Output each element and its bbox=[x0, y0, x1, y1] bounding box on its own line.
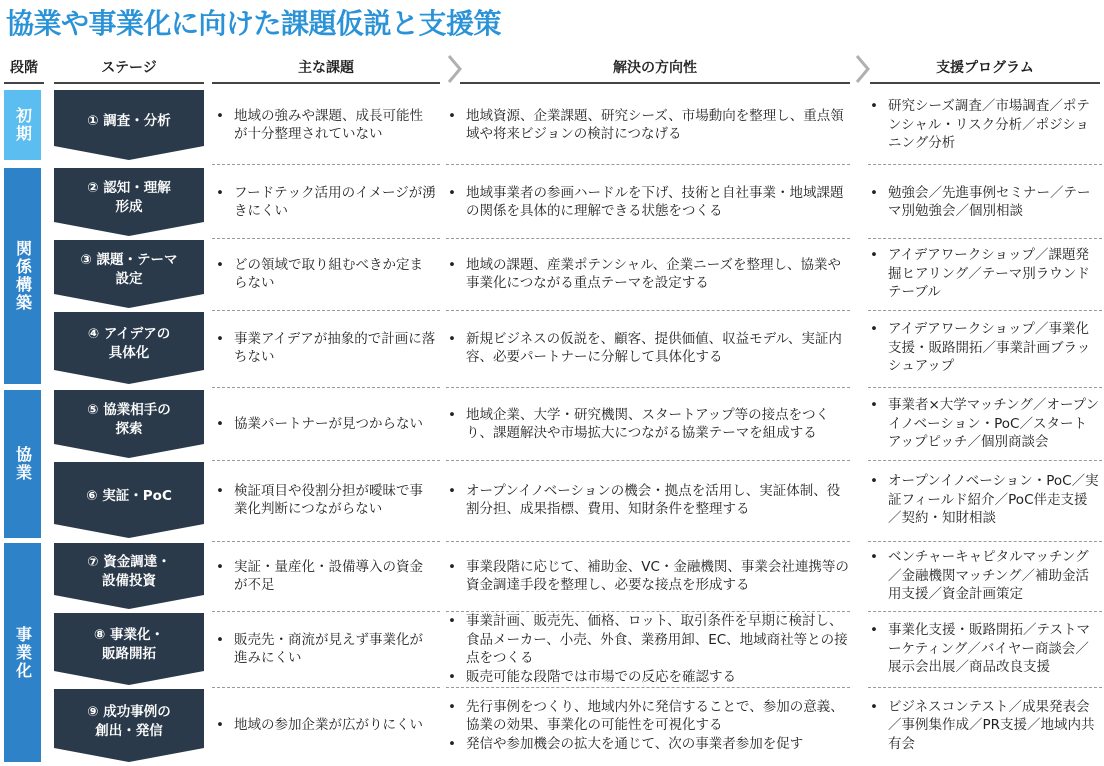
direction-cell-list bbox=[446, 612, 850, 686]
stage-label: ② 認知・理解 形成 bbox=[87, 180, 171, 215]
row-divider bbox=[212, 611, 440, 612]
program-cell bbox=[868, 689, 1100, 762]
header-program: 支援プログラム bbox=[936, 60, 1034, 76]
phase-label: 協業 bbox=[13, 446, 33, 482]
bullet-item: • 発信や参加機会の拡大を通じて、次の事業者参加を促す bbox=[446, 735, 850, 754]
bullet-item: • 地域企業、大学・研究機関、スタートアップ等の接点をつくり、課題解決や市場拡大につながる協業テーマを組成する bbox=[446, 406, 850, 443]
direction-cell-list bbox=[446, 698, 850, 754]
program-cell bbox=[868, 312, 1100, 384]
header-issue: 主な課題 bbox=[298, 60, 354, 76]
program-cell bbox=[868, 390, 1100, 458]
row-divider bbox=[868, 164, 1102, 165]
program-cell bbox=[868, 240, 1100, 308]
program-cell bbox=[868, 462, 1100, 538]
row-divider bbox=[446, 541, 850, 542]
bullet-item: • 勉強会／先進事例セミナー／テーマ別勉強会／個別相談 bbox=[868, 184, 1100, 221]
issue-cell bbox=[214, 543, 436, 609]
row-divider bbox=[868, 310, 1102, 311]
bullet-item: • ビジネスコンテスト／成果発表会／事例集作成／PR支援／地域内共有会 bbox=[868, 698, 1100, 754]
issue-cell-list bbox=[214, 716, 436, 735]
bullet-item: • フードテック活用のイメージが湧きにくい bbox=[214, 184, 436, 221]
row-divider bbox=[212, 460, 440, 461]
stage-label: ⑦ 資金調達・ 設備投資 bbox=[87, 554, 171, 589]
program-cell-list bbox=[868, 320, 1100, 376]
stage-box bbox=[54, 390, 204, 458]
bullet-item: • 実証・量産化・設備導入の資金が不足 bbox=[214, 558, 436, 595]
bullet-item: • オープンイノベーション・PoC／実証フィールド紹介／PoC伴走支援／契約・知財相談 bbox=[868, 472, 1100, 528]
row-divider bbox=[212, 164, 440, 165]
stage-box bbox=[54, 543, 204, 609]
program-cell bbox=[868, 543, 1100, 609]
issue-cell-list bbox=[214, 631, 436, 668]
row-divider bbox=[868, 238, 1102, 239]
header-direction: 解決の方向性 bbox=[613, 60, 697, 76]
direction-cell bbox=[446, 240, 850, 308]
issue-cell-list bbox=[214, 184, 436, 221]
direction-cell-list bbox=[446, 330, 850, 367]
bullet-item: • 新規ビジネスの仮説を、顧客、提供価値、収益モデル、実証内容、必要パートナーに分解して具体化する bbox=[446, 330, 850, 367]
row-divider bbox=[446, 460, 850, 461]
stage-box bbox=[54, 613, 204, 685]
row-divider bbox=[446, 164, 850, 165]
row-divider bbox=[868, 387, 1102, 388]
direction-cell-list bbox=[446, 184, 850, 221]
program-cell-list bbox=[868, 97, 1100, 153]
header-underline bbox=[54, 82, 204, 84]
bullet-item: • どの領域で取り組むべきか定まらない bbox=[214, 256, 436, 293]
phase-band bbox=[4, 390, 41, 538]
page-title: 協業や事業化に向けた課題仮説と支援策 bbox=[6, 7, 502, 40]
direction-cell-list bbox=[446, 107, 850, 144]
program-cell-list bbox=[868, 396, 1100, 452]
phase-label: 初期 bbox=[13, 107, 33, 143]
issue-cell bbox=[214, 462, 436, 538]
bullet-item: • 地域の課題、産業ポテンシャル、企業ニーズを整理し、協業や事業化につながる重点テーマを設定する bbox=[446, 256, 850, 293]
bullet-item: • ベンチャーキャピタルマッチング／金融機関マッチング／補助金活用支援／資金計画策定 bbox=[868, 548, 1100, 604]
program-cell-list bbox=[868, 698, 1100, 754]
direction-cell bbox=[446, 613, 850, 685]
header-underline bbox=[460, 82, 850, 84]
issue-cell-list bbox=[214, 415, 436, 434]
bullet-item: • 事業化支援・販路開拓／テストマーケティング／バイヤー商談会／展示会出展／商品改良支援 bbox=[868, 621, 1100, 677]
stage-label: ③ 課題・テーマ 設定 bbox=[80, 252, 178, 287]
bullet-item: • 事業計画、販売先、価格、ロット、取引条件を早期に検討し、食品メーカー、小売、外食、業務用卸、EC、地域商社等との接点をつくる bbox=[446, 612, 850, 668]
row-divider bbox=[446, 687, 850, 688]
bullet-item: • 検証項目や役割分担が曖昧で事業化判断につながらない bbox=[214, 482, 436, 519]
bullet-item: • 地域事業者の参画ハードルを下げ、技術と自社事業・地域課題の関係を具体的に理解できる状態をつくる bbox=[446, 184, 850, 221]
row-divider bbox=[868, 460, 1102, 461]
phase-label: 関係構築 bbox=[13, 240, 33, 312]
direction-cell bbox=[446, 90, 850, 160]
bullet-item: • 販売先・商流が見えず事業化が進みにくい bbox=[214, 631, 436, 668]
row-divider bbox=[446, 387, 850, 388]
bullet-item: • 事業段階に応じて、補助金、VC・金融機関、事業会社連携等の資金調達手段を整理し、必要な接点を形成する bbox=[446, 558, 850, 595]
issue-cell bbox=[214, 390, 436, 458]
row-divider bbox=[868, 541, 1102, 542]
stage-box bbox=[54, 312, 204, 384]
issue-cell-list bbox=[214, 482, 436, 519]
stage-label: ⑤ 協業相手の 探索 bbox=[87, 402, 171, 437]
program-cell-list bbox=[868, 184, 1100, 221]
program-cell bbox=[868, 90, 1100, 160]
direction-cell-list bbox=[446, 406, 850, 443]
stage-label: ⑧ 事業化・ 販路開拓 bbox=[93, 627, 165, 662]
bullet-item: • オープンイノベーションの機会・拠点を活用し、実証体制、役割分担、成果指標、費用、知財条件を整理する bbox=[446, 482, 850, 519]
bullet-item: • 事業アイデアが抽象的で計画に落ちない bbox=[214, 330, 436, 367]
row-divider bbox=[446, 310, 850, 311]
header-stage: ステージ bbox=[101, 60, 157, 76]
chevron-right-icon bbox=[443, 52, 465, 86]
bullet-item: • 地域資源、企業課題、研究シーズ、市場動向を整理し、重点領域や将来ビジョンの検討につなげる bbox=[446, 107, 850, 144]
direction-cell-list bbox=[446, 558, 850, 595]
issue-cell bbox=[214, 689, 436, 762]
phase-band bbox=[4, 90, 41, 160]
header-underline bbox=[4, 82, 44, 84]
issue-cell bbox=[214, 240, 436, 308]
program-cell-list bbox=[868, 472, 1100, 528]
header-phase: 段階 bbox=[10, 60, 38, 76]
program-cell-list bbox=[868, 548, 1100, 604]
row-divider bbox=[212, 687, 440, 688]
row-divider bbox=[212, 387, 440, 388]
issue-cell-list bbox=[214, 107, 436, 144]
program-cell bbox=[868, 168, 1100, 236]
stage-label: ① 調査・分析 bbox=[87, 112, 171, 129]
direction-cell-list bbox=[446, 256, 850, 293]
direction-cell bbox=[446, 462, 850, 538]
stage-box bbox=[54, 240, 204, 308]
phase-band bbox=[4, 168, 41, 384]
bullet-item: • 研究シーズ調査／市場調査／ポテンシャル・リスク分析／ポジショニング分析 bbox=[868, 97, 1100, 153]
bullet-item: • 販売可能な段階では市場での反応を確認する bbox=[446, 668, 850, 687]
stage-box bbox=[54, 90, 204, 160]
issue-cell-list bbox=[214, 256, 436, 293]
stage-box bbox=[54, 168, 204, 236]
bullet-item: • アイデアワークショップ／事業化支援・販路開拓／事業計画ブラッシュアップ bbox=[868, 320, 1100, 376]
row-divider bbox=[868, 687, 1102, 688]
chevron-right-icon bbox=[851, 52, 873, 86]
direction-cell bbox=[446, 312, 850, 384]
issue-cell bbox=[214, 168, 436, 236]
direction-cell bbox=[446, 390, 850, 458]
header-underline bbox=[212, 82, 440, 84]
direction-cell-list bbox=[446, 482, 850, 519]
phase-band bbox=[4, 543, 41, 762]
stage-label: ⑥ 実証・PoC bbox=[86, 487, 172, 504]
issue-cell bbox=[214, 312, 436, 384]
bullet-item: • 事業者×大学マッチング／オープンイノベーション・PoC／スタートアップピッチ／個別商談会 bbox=[868, 396, 1100, 452]
row-divider bbox=[212, 310, 440, 311]
bullet-item: • 先行事例をつくり、地域内外に発信することで、参加の意義、協業の効果、事業化の可能性を可視化する bbox=[446, 698, 850, 735]
issue-cell-list bbox=[214, 558, 436, 595]
bullet-item: • 地域の強みや課題、成長可能性が十分整理されていない bbox=[214, 107, 436, 144]
row-divider bbox=[212, 238, 440, 239]
program-cell-list bbox=[868, 246, 1100, 302]
row-divider bbox=[212, 541, 440, 542]
stage-label: ④ アイデアの 具体化 bbox=[87, 326, 171, 361]
program-cell bbox=[868, 613, 1100, 685]
bullet-item: • アイデアワークショップ／課題発掘ヒアリング／テーマ別ラウンドテーブル bbox=[868, 246, 1100, 302]
direction-cell bbox=[446, 543, 850, 609]
issue-cell bbox=[214, 613, 436, 685]
stage-label: ⑨ 成功事例の 創出・発信 bbox=[87, 703, 171, 739]
row-divider bbox=[446, 238, 850, 239]
program-cell-list bbox=[868, 621, 1100, 677]
bullet-item: • 協業パートナーが見つからない bbox=[214, 415, 436, 434]
bullet-item: • 地域の参加企業が広がりにくい bbox=[214, 716, 436, 735]
header-underline bbox=[870, 82, 1100, 84]
issue-cell bbox=[214, 90, 436, 160]
stage-box bbox=[54, 462, 204, 538]
issue-cell-list bbox=[214, 330, 436, 367]
row-divider bbox=[868, 611, 1102, 612]
stage-box bbox=[54, 689, 204, 762]
direction-cell bbox=[446, 689, 850, 762]
direction-cell bbox=[446, 168, 850, 236]
phase-label: 事業化 bbox=[13, 625, 33, 680]
